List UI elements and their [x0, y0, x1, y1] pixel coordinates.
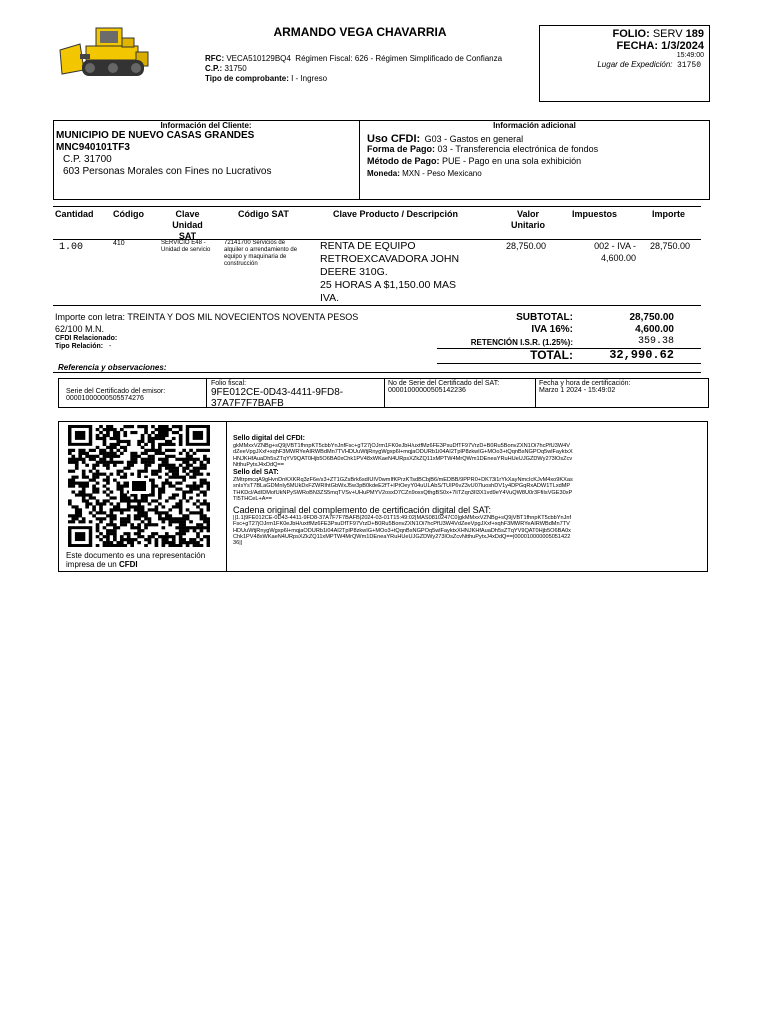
row-sat-3: equipo y maquinaria de	[224, 254, 287, 260]
qr-code	[68, 425, 210, 547]
client-regimen: 603 Personas Morales con Fines no Lucrativos	[63, 166, 272, 177]
qr-caption-3: CFDI	[118, 560, 138, 569]
regimen-fiscal: Régimen Fiscal: 626 - Régimen Simplificado de Confianza	[295, 54, 503, 63]
serie-sat-value: 00001000000505142236	[388, 387, 466, 394]
col-cantidad: Cantidad	[55, 209, 94, 219]
metodo-pago-line	[367, 156, 581, 167]
tipo-label: Tipo de comprobante:	[205, 74, 289, 83]
row-importe: 28,750.00	[650, 241, 691, 251]
qr-caption	[66, 551, 224, 569]
fecha-cert-value: Marzo 1 2024 - 15:49:02	[539, 387, 616, 394]
iva-label: IVA 16%:	[531, 324, 573, 335]
lugar-value: 31750	[676, 61, 701, 70]
retencion-value: 359.38	[637, 336, 674, 347]
issuer-name: ARMANDO VEGA CHAVARRIA	[273, 25, 447, 39]
cp-value: 31750	[224, 64, 247, 73]
col-impuestos: Impuestos	[572, 209, 618, 219]
cadena-value: ||1.1|9FE012CE-0D43-4411-9FD8-37A7F7F7BAFB|2024-03-01T15:49:02|MAS0810247C0|gkMMxxVZNBg+sQ9jVBT1fhnpKT5cbbYnJnfFsc+gT27jOJrm1FK0eJbH/uxtfMz6FE3PsuDfTF97VrzD+B0Ru5BonvZXN1Oi7hcPfU3W4VdZeeVpgJXxf+xqhF3MWRYeAIRWBdMn7TVHDUuWtjRnygWgxp6l+mqjaODURb1i04AI2TplP8zkwIG+MOo3+tQqnBsNGPOq5wlFayktxXHNJKHfAuaDh5sZTqYV9QAT0Hjb5O6BA0xChk1PV48xWKaeN4URpsXZkZQ11xMPTW4MrQWm1DEneaYRuHUeUJGZDWy273lOsZcvNtthuPytxJ4xDdQ==|00001000000505142236||	[233, 515, 572, 547]
tipo-relacion-line	[55, 343, 111, 351]
col-clave-unidad-3: SAT	[178, 231, 197, 241]
sello-sat-label: Sello del SAT:	[233, 469, 279, 476]
folio-fiscal-value	[211, 387, 343, 409]
forma-pago-line	[367, 144, 598, 155]
forma-value: 03 - Transferencia electrónica de fondos	[437, 144, 599, 154]
bulldozer-icon	[56, 22, 156, 82]
importe-letra-value: TREINTA Y DOS MIL NOVECIENTOS NOVENTA PESOS	[127, 312, 359, 322]
col-importe: Importe	[652, 209, 686, 219]
rfc-value: VECA510129BQ4	[226, 54, 291, 63]
cp-label: C.P.:	[205, 64, 223, 73]
tipo-comprobante-line	[205, 74, 327, 83]
issuer-cp-line	[205, 64, 247, 73]
row-impuestos	[580, 241, 636, 265]
row-codigo: 410	[113, 240, 125, 247]
folio-box	[539, 25, 710, 102]
forma-label: Forma de Pago:	[367, 144, 436, 154]
folio-fiscal-2: 37A7F7F7BAFB	[211, 398, 284, 409]
row-desc-4: 25 HORAS A $1,150.00 MAS	[320, 279, 456, 291]
fecha-cert-label: Fecha y hora de certificación:	[539, 380, 631, 387]
row-desc-2: RETROEXCAVADORA JOHN	[320, 253, 460, 265]
row-valor: 28,750.00	[506, 241, 547, 251]
total-label: TOTAL:	[530, 348, 573, 362]
folio-number: 189	[685, 28, 704, 40]
tipo-relacion-value: -	[108, 343, 112, 350]
row-desc-3: DEERE 310G.	[320, 266, 388, 278]
additional-title: Información adicional	[493, 121, 576, 130]
moneda-label: Moneda:	[367, 169, 400, 178]
client-rfc: MNC940101TF3	[56, 142, 130, 153]
col-valor-unitario	[500, 209, 556, 231]
importe-letra-label: Importe con letra:	[55, 312, 126, 322]
row-impuesto-1: 002 - IVA -	[594, 241, 636, 251]
folio-fiscal-1: 9FE012CE-0D43-4411-9FD8-	[211, 387, 344, 398]
total-value: 32,990.62	[609, 348, 674, 362]
row-codigo-sat	[224, 240, 297, 268]
folio-fiscal-label: Folio fiscal:	[211, 380, 247, 387]
fecha-time: 15:49:00	[676, 52, 704, 59]
serie-emisor-label: Serie del Certificado del emisor:	[66, 388, 166, 395]
row-unidad-1: SERVICIO E48 -	[161, 240, 206, 246]
row-desc-5: IVA.	[320, 292, 340, 304]
uso-label: Uso CFDI:	[367, 133, 421, 145]
sello-cfdi-label: Sello digital del CFDI:	[233, 435, 305, 442]
col-clave-unidad-1: Clave	[175, 209, 200, 219]
col-valor-2: Unitario	[510, 220, 545, 230]
client-cp: C.P. 31700	[63, 154, 112, 165]
uso-value: G03 - Gastos en general	[424, 134, 524, 144]
moneda-line	[367, 169, 482, 178]
folio-label: FOLIO:	[612, 28, 650, 40]
row-desc-1: RENTA DE EQUIPO	[320, 240, 416, 252]
cfdi-relacionado-label: CFDI Relacionado:	[55, 335, 118, 342]
moneda-value: MXN - Peso Mexicano	[402, 169, 482, 178]
importe-letra-line	[55, 312, 358, 323]
subtotal-label: SUBTOTAL:	[516, 312, 573, 323]
metodo-value: PUE - Pago en una sola exhibición	[442, 156, 582, 166]
tipo-value: I - Ingreso	[291, 74, 328, 83]
iva-value: 4,600.00	[635, 324, 674, 335]
metodo-label: Método de Pago:	[367, 156, 440, 166]
sello-sat-value: ZMtrpmcqA9gHvnDnKXKRq3zF6e/s3+ZT1GZsBrk6sdIUIV0wmIfKPrzKTsdBCbjB6/mEDBB/9PPR0+DK73i1rYkXayNmcIcKJvM4xo9KXassnIsYsT7BLaGDMnIy5MUkDxFZWRIhtGbWxJ5w3pB0kdeE2fT+IPtOeyY04uULAbS/TUIP6vZ3vU07luoshDV1y4DPGqRxADW1TLxdMPTHKDcl/AdIDMofUkNPySWRoBN3ZS5mqTVSv+UHuPMYV2osxD7CZn9oxxQthgBS0x+7liTZqn3Il3X1vd9eY4VuQW8U0r3FfiIsVGE30xPTl5THCeL+A==	[233, 477, 573, 502]
folio-line	[612, 28, 704, 40]
row-unidad	[161, 240, 210, 254]
row-descripcion	[320, 240, 459, 305]
tipo-relacion-label: Tipo Relación:	[55, 343, 104, 350]
subtotal-value: 28,750.00	[629, 312, 674, 323]
row-sat-2: alquiler o arrendamiento de	[224, 247, 298, 253]
client-name: MUNICIPIO DE NUEVO CASAS GRANDES	[56, 130, 255, 141]
row-sat-1: 72141700 Servicios de	[224, 240, 286, 246]
sello-cfdi-value: gkMMxxVZNBg+sQ9jVBT1fhnpKT5cbbYnJnfFsc+gT27jOJrm1FK0eJbH/uxtfMz6FE3PsuDfTF97VrzD+B0Ru5BonvZXN1Oi7hcPfU3W4VdZeeVpgJXxf+xqhF3MWRYeAIRWBdMn7TVHDUuWtjRnygWgxp6l+mqjaODURb1i04AI2TplP8zkwIG+MOo3+tQqnBsNGPOq5wlFayktxXHNJKHfAuaDh5sZTqYV9QAT0Hjb5O6BA0xChk1PV48xWKaeN4URpsXZkZQ11xMPTW4MrQWm1DEneaYRuHUeUJGZDWy273lOsZcvNtthuPytxJ4xDdQ==	[233, 443, 573, 468]
fecha-label: FECHA:	[616, 40, 659, 52]
cadena-label: Cadena original del complemento de certificación digital del SAT:	[233, 505, 491, 515]
row-unidad-2: Unidad de servicio	[161, 247, 211, 253]
col-codigo-sat: Código SAT	[238, 209, 289, 219]
serie-sat-label: No de Serie del Certificado del SAT:	[388, 380, 500, 387]
col-clave-unidad-2: Unidad	[172, 220, 203, 230]
serie-emisor-value: 00001000000505574276	[66, 395, 144, 402]
retencion-label: RETENCIÓN I.S.R. (1.25%):	[470, 338, 573, 347]
client-title: Información del Cliente:	[160, 121, 252, 130]
issuer-rfc-line	[205, 54, 502, 63]
observaciones-label: Referencia y observaciones:	[58, 363, 167, 372]
row-sat-4: construcción	[224, 261, 258, 267]
col-clave-unidad	[160, 209, 215, 242]
fecha-value: 1/3/2024	[661, 40, 704, 52]
lugar-label: Lugar de Expedición:	[597, 60, 673, 69]
lugar-expedicion-line	[597, 60, 701, 70]
folio-series: SERV	[652, 28, 683, 40]
qr-caption-2: impresa de un	[66, 560, 117, 569]
row-cantidad: 1.00	[59, 242, 84, 253]
qr-caption-1: Este documento es una representación	[66, 551, 206, 560]
fecha-line	[617, 40, 704, 52]
rfc-label: RFC:	[205, 54, 225, 63]
col-valor-1: Valor	[516, 209, 539, 219]
col-clave-producto: Clave Producto / Descripción	[333, 209, 459, 219]
company-logo	[56, 22, 156, 82]
row-impuesto-2: 4,600.00	[600, 253, 636, 263]
col-codigo: Código	[113, 209, 144, 219]
importe-letra-value-2: 62/100 M.N.	[55, 324, 105, 334]
